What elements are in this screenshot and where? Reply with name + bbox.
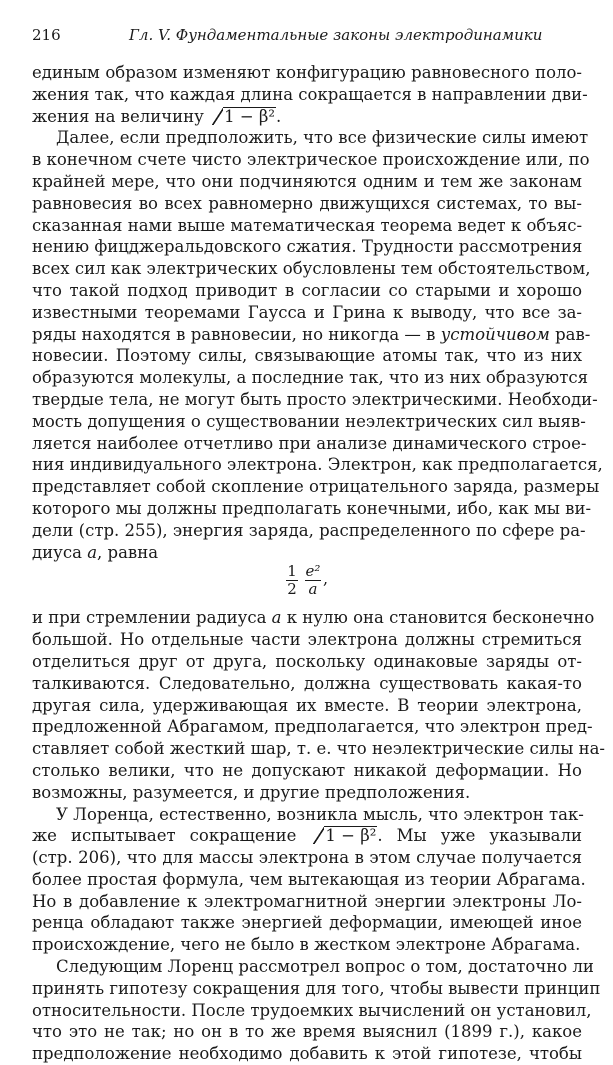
comma: ,: [323, 569, 329, 589]
text-line: всех сил как электрических обусловлены тем обстоятельством,: [32, 259, 591, 279]
fraction-e2-over-a: [305, 563, 321, 598]
running-title: Гл. V. Фундаментальные законы электродинамики: [129, 26, 543, 44]
text-line: новесии. Поэтому силы, связывающие атомы так, что из них: [32, 346, 582, 366]
text-line: происхождение, чего не было в жестком электроне Абрагама.: [32, 935, 581, 955]
text-line: большой. Но отдельные части электрона должны стремиться: [32, 630, 582, 650]
text-line: ляется наиболее отчетливо при анализе динамического строе-: [32, 433, 587, 453]
text-line: [32, 106, 582, 128]
denominator: 2: [287, 580, 297, 599]
text-span: жения на величину: [32, 106, 204, 126]
text-line: что это не так; но он в то же время выяснил (1899 г.), какое: [32, 1022, 582, 1042]
text-line: крайней мере, что они подчиняются одним и тем же законам: [32, 171, 582, 191]
text-line: [32, 542, 582, 564]
text-line: другая сила, удерживающая их вместе. В теории электрона,: [32, 695, 582, 715]
text-line: столько велики, что не допускают никакой деформации. Но: [32, 760, 582, 780]
radicand: 1 − β²: [325, 826, 377, 846]
text-line: Следующим Лоренц рассмотрел вопрос о том, достаточно ли: [56, 957, 594, 977]
text-line: ставляет собой жесткий шар, т. е. что неэлектрические силы на-: [32, 739, 605, 759]
text-line: относительности. После трудоемких вычислений он установил,: [32, 1000, 592, 1020]
text-span: ряды находятся в равновесии, но никогда — в: [32, 324, 436, 344]
text-line: в конечном счете чисто электрическое происхождение или, по: [32, 150, 590, 170]
text-line: единым образом изменяют конфигурацию равновесного поло-: [32, 63, 582, 82]
radicand: 1 − β²: [224, 106, 276, 126]
italic-word: устойчивом: [440, 324, 550, 344]
text-span: . Мы уже указывали: [377, 826, 582, 846]
text-line: сказанная нами выше математическая теорема ведет к объяс-: [32, 215, 583, 235]
text-line: У Лоренца, естественно, возникла мысль, что электрон так-: [56, 804, 584, 824]
italic-var: a: [271, 608, 282, 628]
text-line: [32, 607, 595, 629]
text-span: , равна: [97, 542, 159, 562]
period: .: [276, 106, 282, 126]
text-line: Далее, если предположить, что все физические силы имеют: [56, 128, 589, 148]
text-line: предположение необходимо добавить к этой гипотезе, чтобы: [32, 1044, 582, 1064]
denominator: a: [305, 580, 321, 598]
text-line: ренца обладают также энергией деформации, имеющей иное: [32, 913, 582, 933]
text-line: [32, 825, 582, 847]
text-span: и при стремлении радиуса: [32, 608, 267, 628]
text-span: же испытывает сокращение: [32, 826, 297, 846]
text-line: принять гипотезу сокращения для того, чтобы вывести принцип: [32, 978, 601, 998]
text-line: отделиться друг от друга, поскольку одинаковые заряды от-: [32, 651, 582, 671]
energy-formula: [32, 563, 582, 607]
text-line: [32, 324, 591, 346]
numerator: 1: [287, 562, 297, 581]
italic-var: a: [87, 542, 98, 562]
text-line: жения так, что каждая длина сокращается в направлении дви-: [32, 84, 588, 104]
text-line: талкиваются. Следовательно, должна существовать какая-то: [32, 673, 582, 693]
text-span: к нулю она становится бесконечно: [286, 608, 595, 628]
text-line: Но в добавление к электромагнитной энергии электроны Ло-: [32, 891, 582, 911]
text-line: нению фицджеральдовского сжатия. Трудности рассмотрения: [32, 237, 583, 257]
text-span: рав-: [555, 324, 591, 344]
text-line: (стр. 206), что для массы электрона в этом случае получается: [32, 848, 582, 868]
text-line: что такой подход приводит в согласии со старыми и хорошо: [32, 280, 582, 300]
text-line: известными теоремами Гаусса и Грина к выводу, что все за-: [32, 302, 582, 322]
text-line: мость допущения о существовании неэлектрических сил выяв-: [32, 411, 586, 431]
text-line: представляет собой скопление отрицательного заряда, размеры: [32, 477, 600, 497]
text-line: возможны, разумеется, и другие предположения.: [32, 782, 471, 802]
fraction-one-half: [286, 563, 298, 598]
text-span: диуса: [32, 542, 82, 562]
page-header: [32, 26, 581, 50]
text-line: дели (стр. 255), энергия заряда, распределенного по сфере ра-: [32, 520, 586, 540]
text-line: твердые тела, не могут быть просто электрическими. Необходи-: [32, 389, 598, 409]
text-line: ния индивидуального электрона. Электрон, как предполагается,: [32, 455, 603, 475]
text-line: более простая формула, чем вытекающая из теории Абрагама.: [32, 869, 586, 889]
text-line: которого мы должны предполагать конечными, ибо, как мы ви-: [32, 498, 592, 518]
text-line: образуются молекулы, а последние так, что из них образуются: [32, 368, 589, 388]
page-number: 216: [32, 26, 61, 44]
sqrt-formula: [212, 106, 276, 128]
sqrt-formula: [313, 825, 377, 847]
numerator: e²: [305, 562, 321, 581]
text-line: равновесия во всех равномерно движущихся системах, то вы-: [32, 193, 582, 213]
text-line: предложенной Абрагамом, предполагается, что электрон пред-: [32, 717, 593, 737]
page-body: [32, 62, 605, 1065]
